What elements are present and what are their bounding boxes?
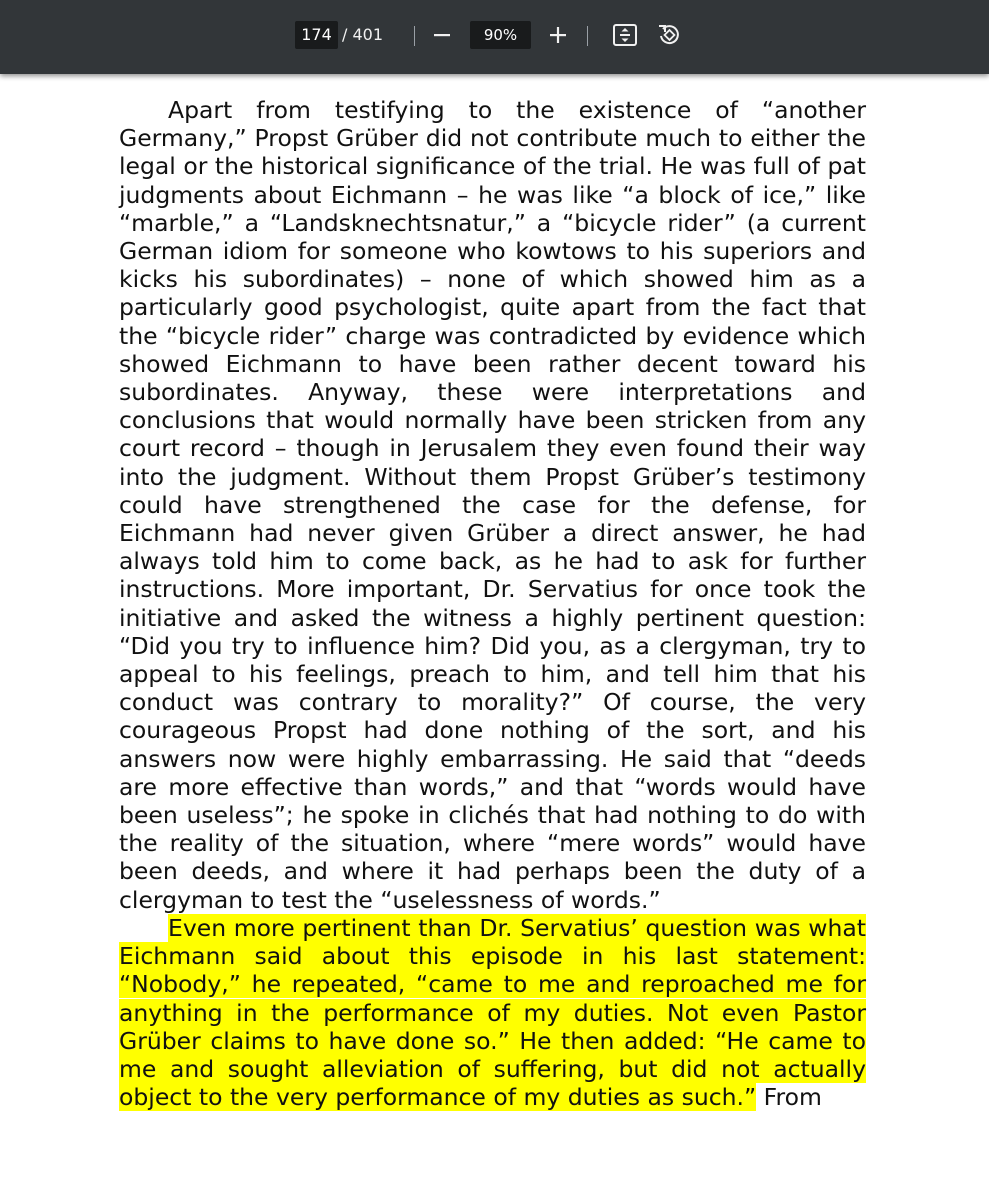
page-total-label: / 401	[342, 25, 384, 44]
rotate-counterclockwise-icon	[656, 22, 682, 48]
toolbar-divider	[414, 26, 415, 46]
paragraph-text-continued: From	[763, 1083, 822, 1112]
zoom-out-button[interactable]	[427, 20, 457, 50]
zoom-level-input[interactable]: 90%	[470, 21, 531, 49]
toolbar-divider	[587, 26, 588, 46]
paragraph	[119, 96, 866, 914]
paragraph-highlighted	[119, 914, 866, 1111]
page-number-input[interactable]: 174	[295, 21, 338, 49]
rotate-button[interactable]	[654, 20, 684, 50]
pdf-toolbar	[0, 0, 989, 74]
minus-icon	[431, 24, 453, 46]
document-text	[119, 96, 866, 1111]
highlighted-text: Even more pertinent than Dr. Servatius’ question was what Eichmann said about this episode in his last statement: “Nobody,” he repeated, “came to me and reproached me for anything in the performance of my duties. Not even Pastor Grüber claims to have done so.” He then added: “He came to me and sought alleviation of suffering, but did not actually object to the very performance of my duties as such.”	[119, 913, 866, 1112]
paragraph-text: Apart from testifying to the existence of “another Germany,” Propst Grüber did not contribute much to either the legal or the historical significance of the trial. He was full of pat judgments about Eichmann – he was like “a block of ice,” like “marble,” a “Landsknechtsnatur,” a “bicycle rider” (a current German idiom for someone who kowtows to his superiors and kicks his subordinates) – none of which showed him as a particularly good psychologist, quite apart from the fact that the “bicycle rider” charge was contradicted by evidence which showed Eichmann to have been rather decent toward his subordinates. Anyway, these were interpretations and conclusions that would normally have been stricken from any court record – though in Jerusalem they even found their way into the judgment. Without them Propst Grüber’s testimony could have strengthened the case for the defense, for Eichmann had never given Grüber a direct answer, he had always told him to come back, as he had to ask for further instructions. More important, Dr. Servatius for once took the initiative and asked the witness a highly pertinent question: “Did you try to influence him? Did you, as a clergyman, try to appeal to his feelings, preach to him, and tell him that his conduct was contrary to morality?” Of course, the very courageous Propst had done nothing of the sort, and his answers now were highly embarrassing. He said that “deeds are more effective than words,” and that “words would have been useless”; he spoke in clichés that had nothing to do with the reality of the situation, where “mere words” would have been deeds, and where it had perhaps been the duty of a clergyman to test the “uselessness of words.”	[119, 96, 866, 914]
fit-page-icon	[612, 23, 638, 47]
plus-icon	[547, 24, 569, 46]
zoom-in-button[interactable]	[543, 20, 573, 50]
fit-to-page-button[interactable]	[610, 20, 640, 50]
